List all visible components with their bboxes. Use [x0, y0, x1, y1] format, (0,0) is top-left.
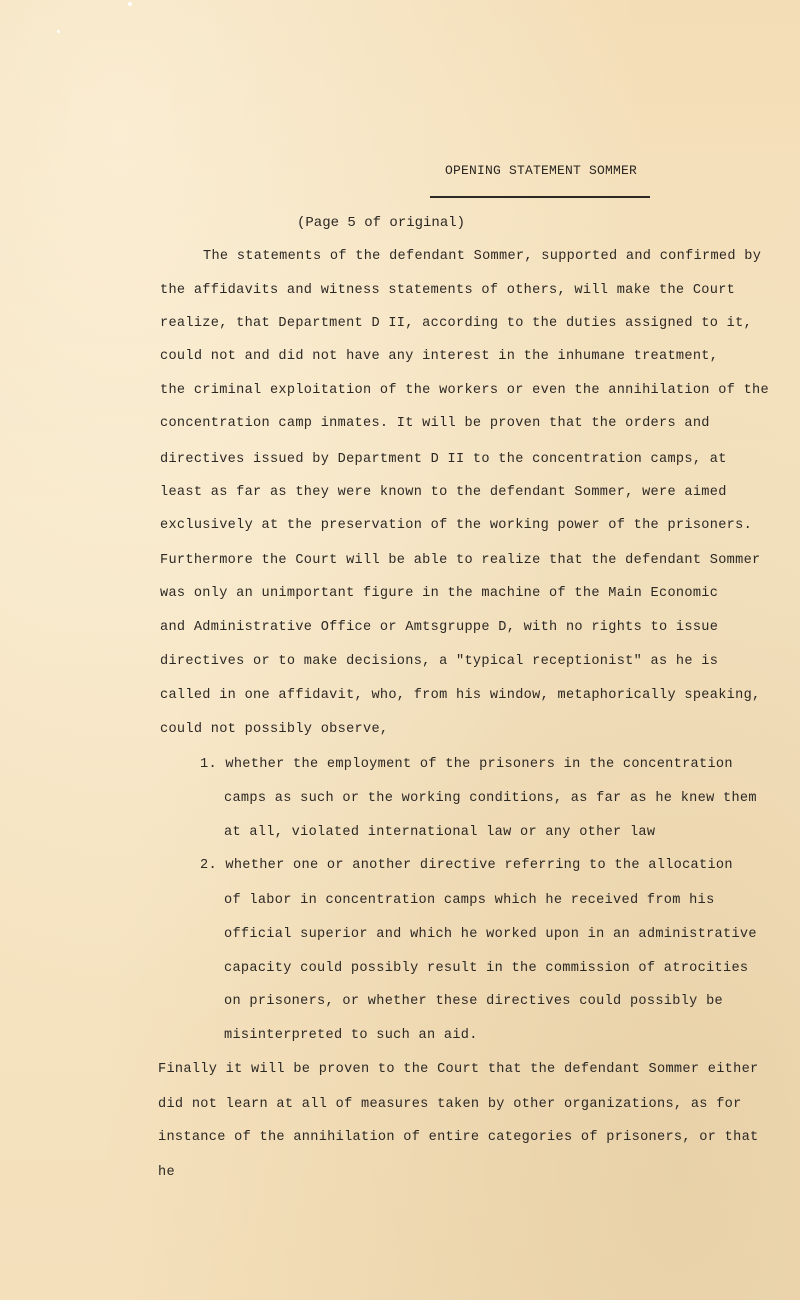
title-underline: [430, 196, 650, 198]
body-line: realize, that Department D II, according to the duties assigned to it,: [160, 316, 753, 331]
body-line: instance of the annihilation of entire categories of prisoners, or that: [158, 1130, 759, 1145]
body-line: called in one affidavit, who, from his window, metaphorically speaking,: [160, 688, 761, 703]
list-item-line: misinterpreted to such an aid.: [224, 1028, 478, 1043]
body-line: could not and did not have any interest in the inhumane treatment,: [160, 349, 719, 364]
body-line: the criminal exploitation of the workers or even the annihilation of the: [160, 383, 769, 398]
body-line: Furthermore the Court will be able to realize that the defendant Sommer: [160, 553, 761, 568]
paper-speck: [57, 30, 60, 33]
list-item-line: of labor in concentration camps which he received from his: [224, 893, 715, 908]
list-item-line: official superior and which he worked upon in an administrative: [224, 927, 757, 942]
page-reference: (Page 5 of original): [297, 215, 466, 231]
body-line: he: [158, 1165, 175, 1180]
body-line: did not learn at all of measures taken by other organizations, as for: [158, 1097, 742, 1112]
body-line: directives issued by Department D II to the concentration camps, at: [160, 452, 727, 467]
list-item-line: at all, violated international law or any other law: [224, 825, 656, 840]
list-item-line: on prisoners, or whether these directives could possibly be: [224, 994, 723, 1009]
paper-speck: [128, 2, 132, 6]
body-line: Finally it will be proven to the Court that the defendant Sommer either: [158, 1062, 759, 1077]
body-line: was only an unimportant figure in the machine of the Main Economic: [160, 586, 719, 601]
list-item-line: 2. whether one or another directive referring to the allocation: [200, 858, 733, 873]
body-line: directives or to make decisions, a "typical receptionist" as he is: [160, 654, 719, 669]
body-line: least as far as they were known to the defendant Sommer, were aimed: [160, 485, 727, 500]
body-line: The statements of the defendant Sommer, supported and confirmed by: [203, 249, 762, 264]
body-line: the affidavits and witness statements of others, will make the Court: [160, 283, 736, 298]
list-item-line: 1. whether the employment of the prisoners in the concentration: [200, 757, 733, 772]
body-line: could not possibly observe,: [160, 722, 389, 737]
list-item-line: capacity could possibly result in the commission of atrocities: [224, 961, 749, 976]
document-title: OPENING STATEMENT SOMMER: [445, 163, 638, 178]
list-item-line: camps as such or the working conditions, as far as he knew them: [224, 791, 757, 806]
body-line: concentration camp inmates. It will be proven that the orders and: [160, 416, 710, 431]
body-line: exclusively at the preservation of the working power of the prisoners.: [160, 518, 753, 533]
body-line: and Administrative Office or Amtsgruppe D, with no rights to issue: [160, 620, 719, 635]
